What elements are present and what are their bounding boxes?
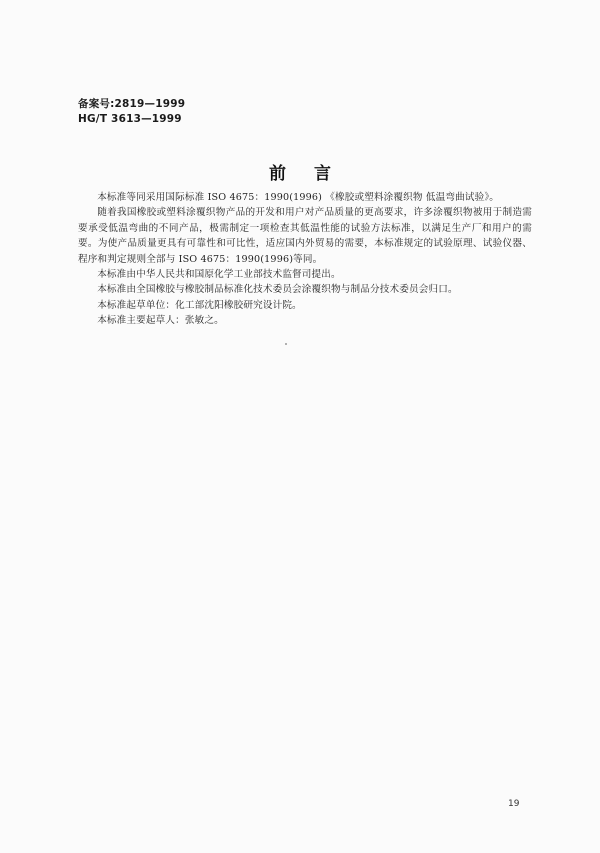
paragraph-adoption: 本标准等同采用国际标准 ISO 4675：1990(1996) 《橡胶或塑料涂覆织物 低温弯曲试验》。 [97, 192, 500, 203]
paragraph-drafter: 本标准主要起草人：张敏之。 [97, 315, 224, 327]
standard-code: HG/T 3613—1999 [78, 113, 182, 125]
record-number: 备案号:2819—1999 [78, 98, 186, 110]
paragraph-drafting-unit: 本标准起草单位：化工部沈阳橡胶研究设计院。 [97, 299, 302, 311]
document-header [78, 97, 185, 127]
paragraph-background: 随着我国橡胶或塑料涂覆织物产品的开发和用户对产品质量的更高要求，许多涂覆织物被用于制造需要承受低温弯曲的不同产品，极需制定一项检查其低温性能的试验方法标准，以满足生产厂和用户的需要。为使产品质量更具有可靠性和可比性，适应国内外贸易的需要，本标准规定的试验原理、试验仪器、程序和判定规则全部与 ISO 4675：1990(1996)等同。 [78, 207, 532, 265]
paragraph-responsible-committee: 本标准由全国橡胶与橡胶制品标准化技术委员会涂覆织物与制品分技术委员会归口。 [97, 284, 458, 296]
scan-speck [285, 343, 287, 345]
paragraph-proposer: 本标准由中华人民共和国原化学工业部技术监督司提出。 [97, 269, 341, 281]
foreword-body [78, 190, 532, 329]
page-number: 19 [508, 799, 520, 809]
page-title: 前言 [269, 164, 359, 184]
